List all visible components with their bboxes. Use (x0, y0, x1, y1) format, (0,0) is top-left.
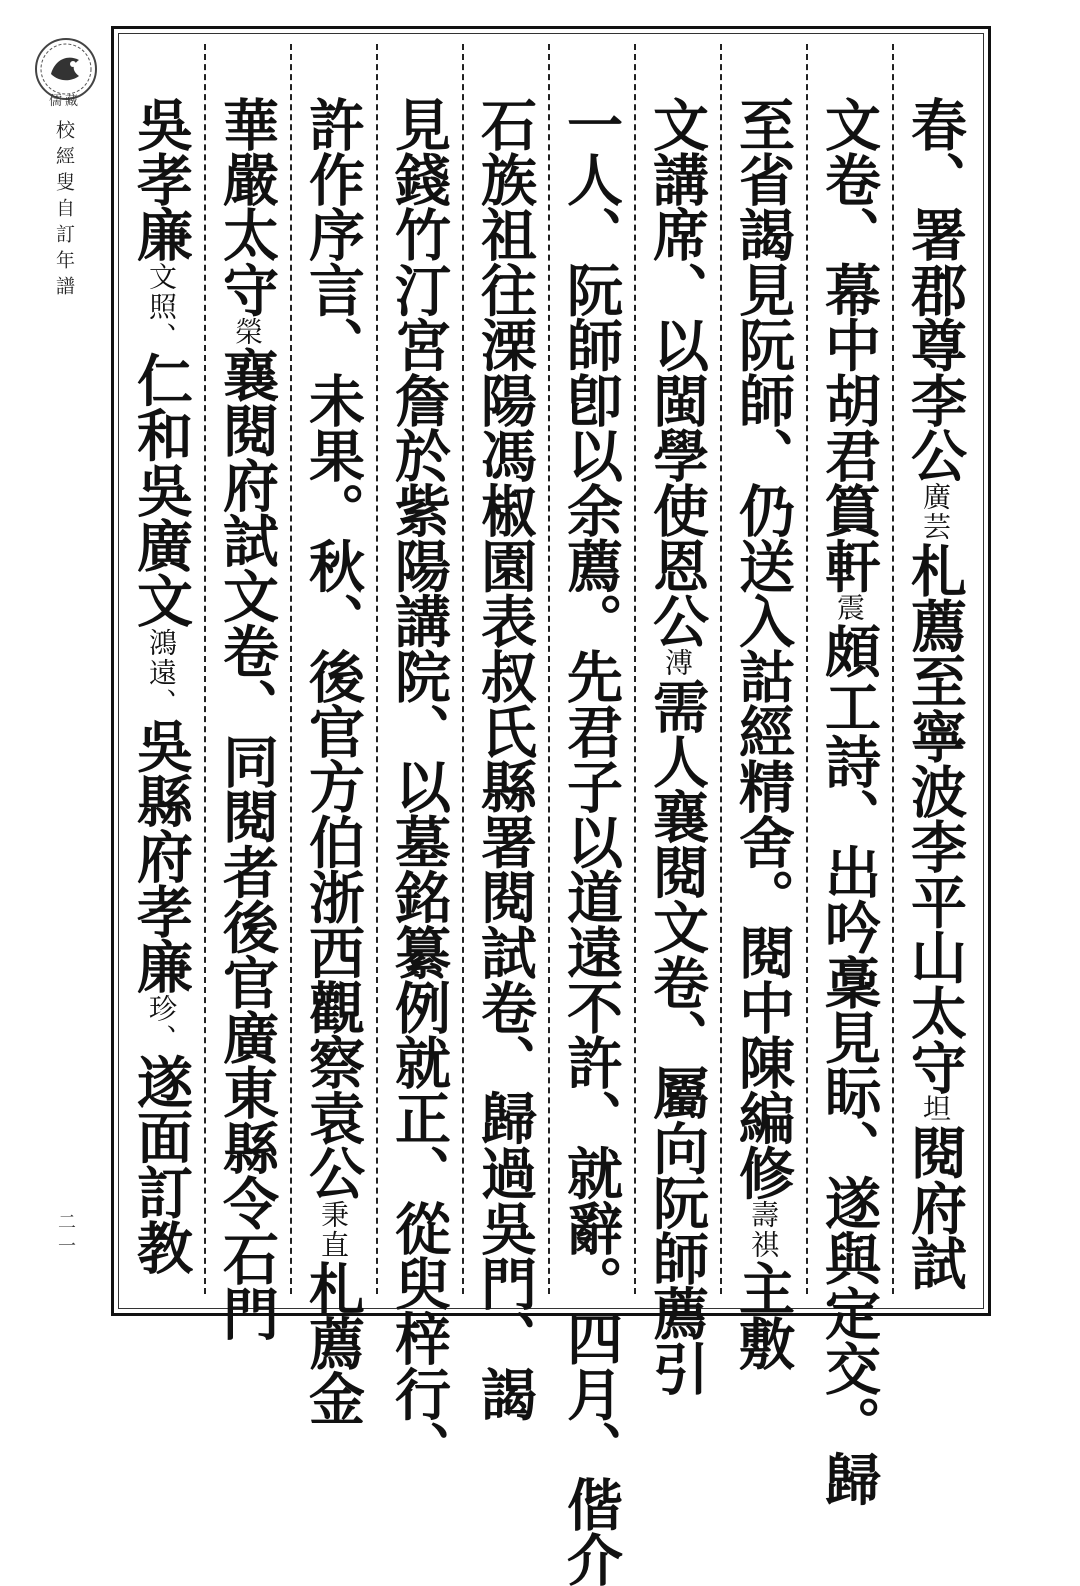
text-run: 仁和吳廣文 (128, 351, 194, 628)
text-run: 一人、阮師卽以余薦。先君子以道遠不許、就辭。四月、偕介 (558, 96, 624, 1586)
text-run: 至省謁見阮師、仍送入詁經精舍。閱中陳編修 (730, 96, 796, 1201)
interlinear-note: 震 (833, 592, 866, 623)
text-run: 吳縣府孝廉 (128, 717, 194, 994)
column-rule (720, 44, 722, 1294)
column-rule (290, 44, 292, 1294)
collection-label: 儒藏 (48, 94, 81, 109)
text-run: 札薦至寧波李平山太守 (902, 542, 968, 1095)
column-rule (892, 44, 894, 1294)
interlinear-note: 秉直 (317, 1200, 350, 1261)
text-run: 文卷、幕中胡君篔軒 (816, 96, 882, 593)
page-number: 二一 (55, 1212, 76, 1260)
text-column (558, 96, 624, 1586)
text-column (903, 96, 967, 1296)
interlinear-note: 坦 (919, 1094, 952, 1125)
text-column (300, 96, 366, 1426)
text-run: 札薦金 (300, 1260, 366, 1426)
text-run: 春、署郡尊李公 (902, 96, 968, 483)
interlinear-note: 溥 (661, 648, 694, 679)
interlinear-note: 壽祺 (747, 1200, 780, 1261)
text-run: 閱府試 (902, 1124, 968, 1291)
text-column (730, 96, 796, 1371)
column-rule (204, 44, 206, 1294)
interlinear-note: 文照、 (145, 261, 178, 352)
column-rule (806, 44, 808, 1294)
text-column (129, 96, 193, 1296)
text-run: 見錢竹汀宮詹於紫陽講院、以墓銘纂例就正、從臾梓行、 (386, 96, 452, 1477)
interlinear-note: 廣芸 (919, 482, 952, 543)
text-run: 許作序言、未果。秋、後官方伯浙西觀察袁公 (300, 96, 366, 1201)
text-run: 遂面訂教 (128, 1053, 194, 1275)
interlinear-note: 珍、 (145, 993, 178, 1054)
column-rule (376, 44, 378, 1294)
text-column (816, 96, 882, 1507)
column-rule (462, 44, 464, 1294)
text-column (644, 96, 710, 1396)
column-rule (634, 44, 636, 1294)
text-run: 頗工詩、出吟稾見眎、遂與定交。歸 (816, 622, 882, 1507)
column-rule (548, 44, 550, 1294)
text-column (472, 96, 538, 1421)
text-run: 襄閱府試文卷、同閱者後官廣東縣令石門 (214, 346, 280, 1341)
text-column (214, 96, 280, 1341)
text-run: 華嚴太守 (214, 96, 280, 317)
text-run: 主敷 (730, 1260, 796, 1371)
text-run: 文講席、以閩學使恩公 (644, 96, 710, 649)
left-margin (0, 0, 100, 1351)
text-run: 吳孝廉 (128, 96, 194, 262)
text-column (386, 96, 452, 1477)
book-title: 校經叟自訂年譜 (53, 120, 75, 302)
text-run: 需人襄閱文卷、屬向阮師薦引 (644, 678, 710, 1396)
interlinear-note: 榮 (231, 316, 264, 347)
text-run: 石族祖往溧陽馮椒園表叔氏縣署閱試卷、歸過吳門、謁 (472, 96, 538, 1421)
interlinear-note: 鴻遠、 (145, 627, 178, 718)
